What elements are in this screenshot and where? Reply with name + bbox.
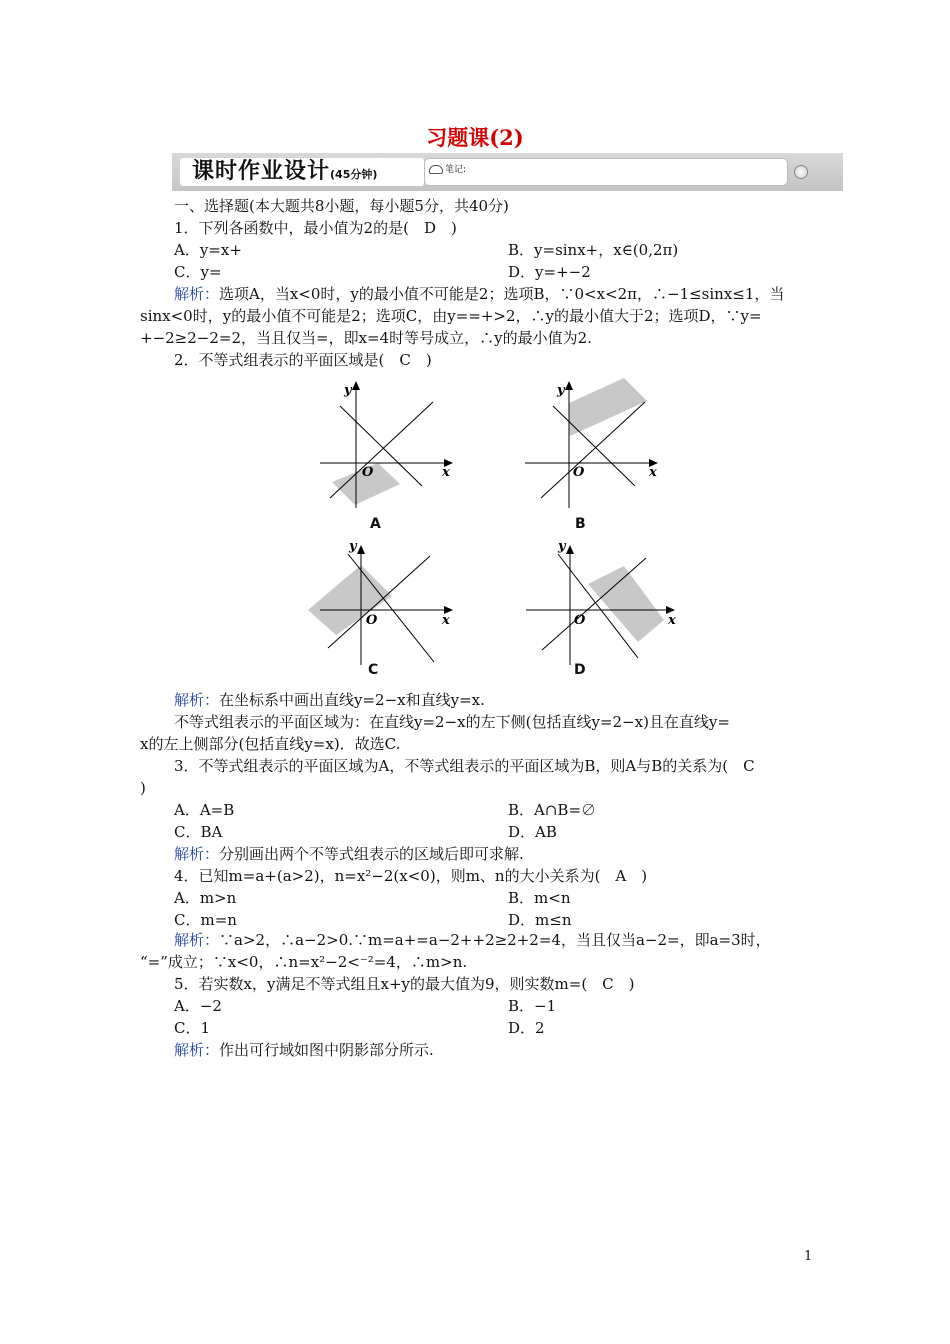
page-title: 习题课(2) (426, 125, 524, 150)
q3-solution-line1 (174, 844, 524, 864)
q1-solution-line2: sinx<0时，y的最小值不可能是2；选项C，由y==+>2，∴y的最小值大于2；选项D，∵y= (140, 307, 762, 325)
homework-banner (172, 153, 843, 191)
figure-d-origin: O (574, 613, 586, 628)
q5-option-d: D．2 (508, 1019, 545, 1037)
figure-b-graph (523, 376, 663, 516)
q4-option-c: C．m=n (174, 911, 237, 929)
banner-label (180, 158, 424, 186)
figure-a-graph (318, 376, 458, 516)
figure-d-graph (522, 540, 682, 670)
q1-stem: 1．下列各函数中，最小值为2的是( D ) (174, 219, 457, 237)
q4-solution-line2: “=”成立；∵x<0，∴n=x²−2<⁻²=4，∴m>n. (140, 953, 468, 971)
section-heading: 一、选择题(本大题共8小题，每小题5分，共40分) (174, 197, 509, 215)
figure-c-x-label: x (442, 613, 450, 628)
pin-icon[interactable] (794, 165, 808, 179)
figure-a-y-label: y (344, 383, 352, 398)
q3-option-a: A．A=B (174, 801, 235, 819)
figure-d-x-label: x (668, 613, 676, 628)
q1-option-d: D．y=+−2 (508, 263, 591, 281)
q2-solution-line3: x的左上侧部分(包括直线y=x)．故选C. (140, 735, 401, 753)
q1-solution-line3: +−2≥2−2=2，当且仅当=，即x=4时等号成立，∴y的最小值为2. (140, 329, 592, 347)
q5-stem: 5．若实数x，y满足不等式组且x+y的最大值为9，则实数m=( C ) (174, 975, 635, 993)
q2-stem: 2．不等式组表示的平面区域是( C ) (174, 351, 432, 369)
figure-b-caption: B (575, 516, 586, 532)
figure-d-caption: D (574, 662, 586, 678)
notes-label: 笔记: (445, 165, 467, 175)
q4-solution-line1 (174, 930, 771, 950)
figure-c-graph (306, 540, 456, 670)
q5-option-a: A．−2 (174, 997, 222, 1015)
figure-b-shaded-region (569, 378, 647, 436)
q1-solution-text1: 选项A，当x<0时，y的最小值不可能是2；选项B，∵0<x<2π，∴−1≤sinx≤1，当 (219, 285, 785, 303)
q2-solution-line1 (174, 690, 485, 710)
q2-solution-text1: 在坐标系中画出直线y=2−x和直线y=x. (219, 691, 485, 709)
q3-option-b: B．A∩B=∅ (508, 801, 597, 819)
solution-label: 解析： (174, 285, 220, 303)
figure-c-caption: C (368, 662, 379, 678)
figure-d-y-arrow (566, 545, 574, 554)
figure-b-origin: O (573, 465, 585, 480)
figure-b-y-arrow (565, 381, 573, 390)
q4-option-a: A．m>n (174, 889, 237, 907)
figure-a-origin: O (362, 465, 374, 480)
q4-option-d: D．m≤n (508, 911, 572, 929)
figure-b-x-label: x (649, 465, 657, 480)
q1-option-a: A．y=x+ (174, 241, 242, 259)
q1-option-b: B．y=sinx+，x∈(0,2π) (508, 241, 679, 259)
page-number: 1 (804, 1249, 813, 1264)
q1-solution-line1 (174, 284, 784, 304)
figure-d-y-label: y (558, 540, 566, 554)
solution-label: 解析： (174, 931, 220, 949)
figure-c-origin: O (366, 613, 378, 628)
q4-solution-text1: ∵a>2，∴a−2>0.∵m=a+=a−2++2≥2+2=4，当且仅当a−2=，即a=3时， (219, 931, 771, 949)
q3-stem-cont: ) (140, 779, 146, 797)
q1-option-c: C．y= (174, 263, 222, 281)
q3-option-c: C．BA (174, 823, 223, 841)
solution-label: 解析： (174, 1041, 220, 1059)
solution-label: 解析： (174, 845, 220, 863)
q5-solution-line1 (174, 1040, 434, 1060)
figure-a-y-arrow (352, 381, 360, 390)
q3-solution-text1: 分别画出两个不等式组表示的区域后即可求解. (219, 845, 524, 863)
figure-a-x-label: x (442, 465, 450, 480)
notes-icon (429, 165, 443, 174)
figure-b-y-label: y (557, 383, 565, 398)
q4-stem: 4．已知m=a+(a>2)，n=x²−2(x<0)，则m、n的大小关系为( A ) (174, 867, 648, 885)
q3-stem: 3．不等式组表示的平面区域为A，不等式组表示的平面区域为B，则A与B的关系为( C (174, 757, 755, 775)
figure-d-shaded-region (588, 566, 664, 642)
figure-a-caption: A (370, 516, 381, 532)
q5-solution-text1: 作出可行域如图中阴影部分所示. (219, 1041, 434, 1059)
q3-option-d: D．AB (508, 823, 557, 841)
q4-option-b: B．m<n (508, 889, 571, 907)
banner-time: (45分钟) (330, 168, 378, 181)
figure-c-y-arrow (357, 545, 365, 554)
q5-option-b: B．−1 (508, 997, 557, 1015)
notes-box[interactable] (424, 158, 788, 186)
banner-title: 课时作业设计 (192, 159, 331, 184)
q5-option-c: C．1 (174, 1019, 211, 1037)
figure-c-shaded-region (308, 565, 392, 635)
solution-label: 解析： (174, 691, 220, 709)
figure-c-y-label: y (349, 540, 357, 554)
q2-solution-line2: 不等式组表示的平面区域为：在直线y=2−x的左下侧(包括直线y=2−x)且在直线y= (174, 713, 730, 731)
